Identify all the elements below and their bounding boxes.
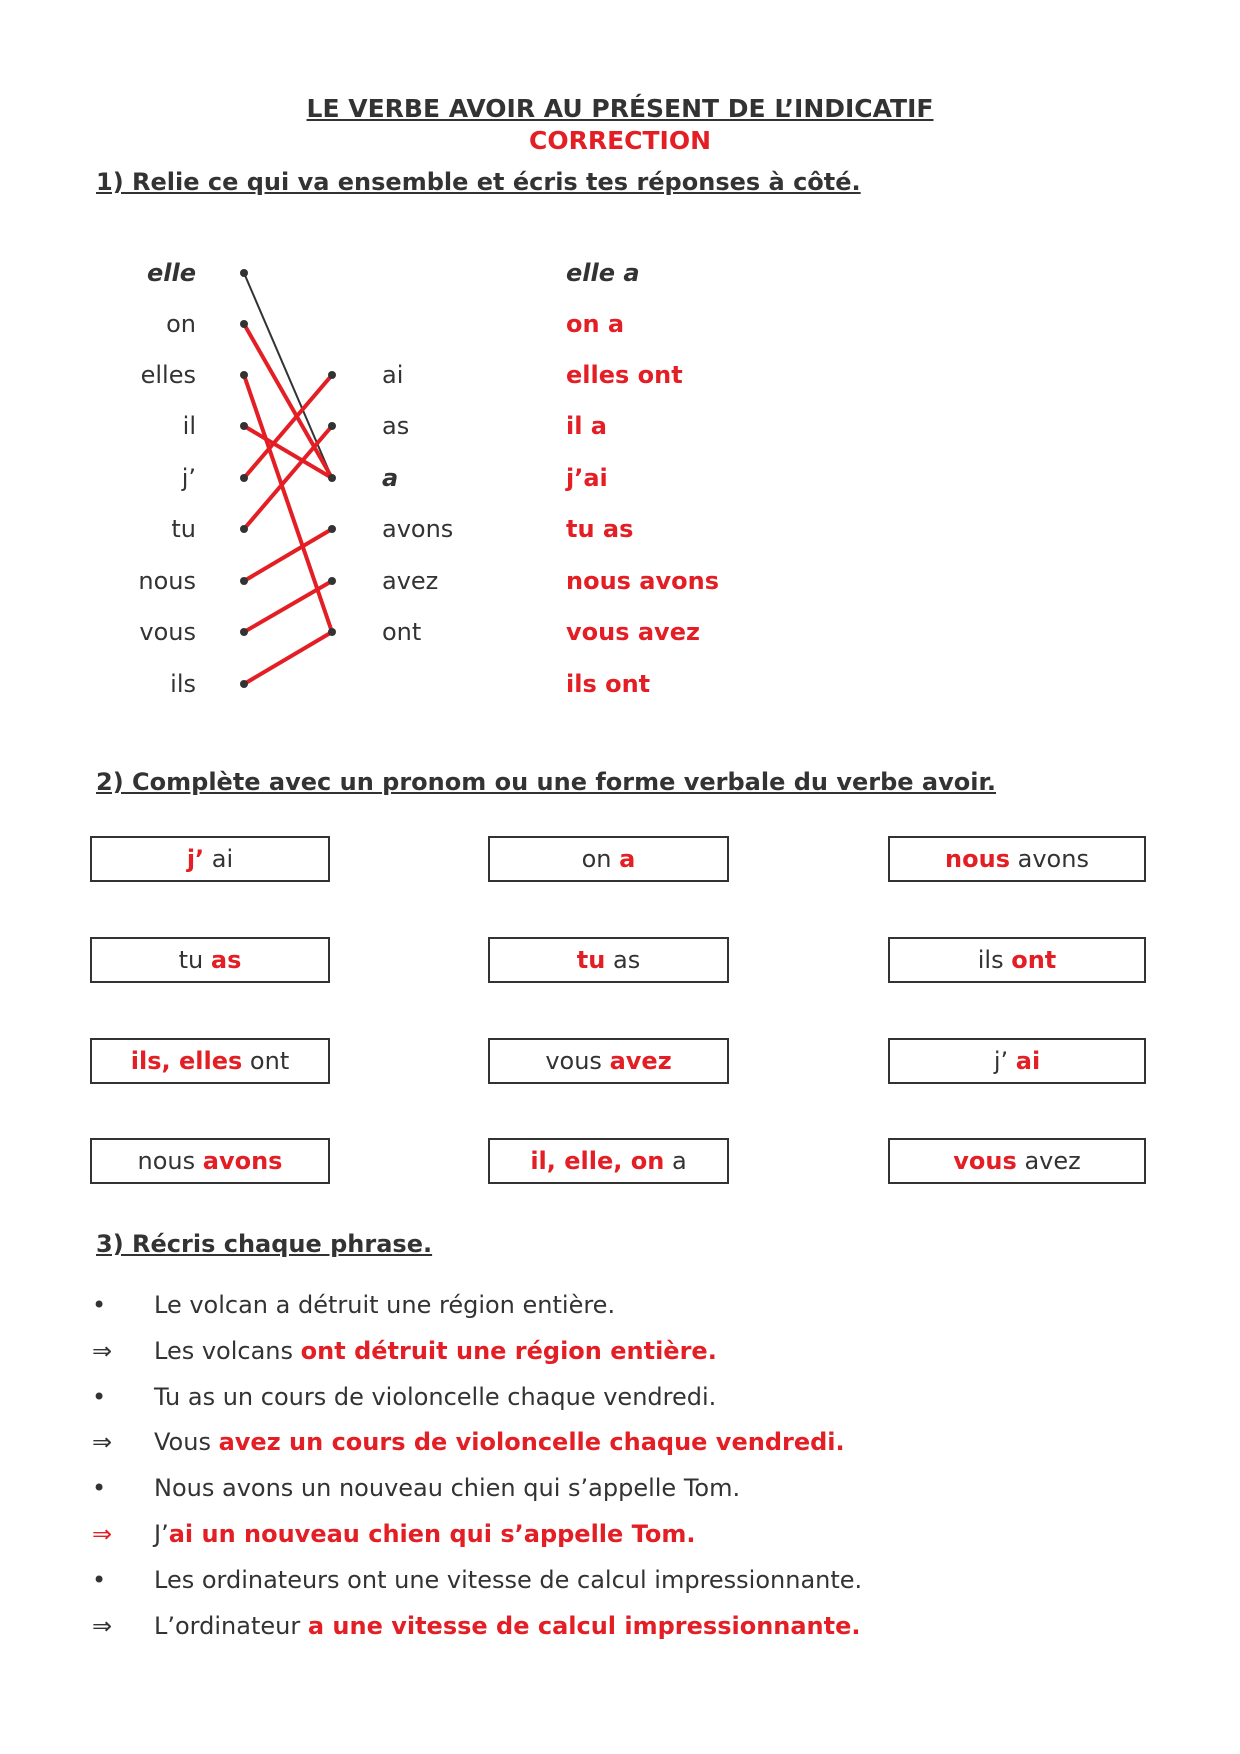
box-answer: ils, elles [130,1047,243,1075]
box-answer: nous [945,845,1010,873]
box-given: ai [211,845,234,873]
rewrite-start: Les volcans [154,1337,294,1365]
answer-box[interactable] [488,836,729,882]
pronoun-dot[interactable] [240,628,248,636]
bullet-icon: • [92,1291,107,1319]
arrow-icon: ⇒ [92,1428,113,1456]
answer-box[interactable] [888,1038,1146,1084]
answer-vous-avez: vous avez [566,618,700,646]
pronoun-il: il [182,412,196,440]
verb-dot[interactable] [328,628,336,636]
bullet-icon: • [92,1383,107,1411]
bullet-icon: • [92,1566,107,1594]
pronoun-elles: elles [140,361,196,389]
link-line [244,632,332,684]
answer-tu-as: tu as [566,515,634,543]
box-given: nous [137,1147,196,1175]
pronoun-dot[interactable] [240,680,248,688]
pronoun-je: j’ [181,464,196,492]
box-given: tu [178,946,204,974]
answer-box[interactable] [888,937,1146,983]
original-sentence: Le volcan a détruit une région entière. [154,1291,616,1319]
box-given: j’ [993,1047,1009,1075]
answer-ils-ont: ils ont [566,670,651,698]
box-answer: ont [1011,946,1057,974]
answer-box[interactable] [90,1038,330,1084]
answer-on-a: on a [566,310,625,338]
verb-avez: avez [382,567,439,595]
pronoun-dot[interactable] [240,577,248,585]
answer-box[interactable] [488,937,729,983]
box-answer: j’ [186,845,205,873]
answer-box[interactable] [888,836,1146,882]
answer-nous-avons: nous avons [566,567,719,595]
pronoun-elle: elle [146,259,196,287]
box-answer: ai [1015,1047,1041,1075]
verb-dot[interactable] [328,525,336,533]
box-answer: avez [609,1047,672,1075]
answer-box[interactable] [90,836,330,882]
box-answer: tu [576,946,606,974]
original-sentence: Les ordinateurs ont une vitesse de calcul impressionnante. [154,1566,863,1594]
pronoun-dot[interactable] [240,422,248,430]
rewrite-answer: avez un cours de violoncelle chaque vendredi. [218,1428,845,1456]
pronoun-dot[interactable] [240,525,248,533]
link-line [244,581,332,632]
box-given: ils [977,946,1004,974]
pronoun-on: on [166,310,196,338]
pronoun-dot[interactable] [240,320,248,328]
pronoun-tu: tu [171,515,196,543]
box-given: avons [1017,845,1089,873]
pronoun-dot[interactable] [240,474,248,482]
arrow-icon: ⇒ [92,1612,113,1640]
exercise-3-heading: 3) Récris chaque phrase. [96,1230,433,1258]
box-given: ont [249,1047,290,1075]
answer-box[interactable] [888,1138,1146,1184]
link-line [244,375,332,632]
pronoun-dot[interactable] [240,371,248,379]
link-line [244,324,332,478]
box-given: a [671,1147,687,1175]
pronoun-dot[interactable] [240,269,248,277]
worksheet-subtitle: CORRECTION [528,126,712,155]
matching-lines [0,0,1240,760]
rewrite-answer: ont détruit une région entière. [300,1337,717,1365]
original-sentence: Tu as un cours de violoncelle chaque vendredi. [154,1383,717,1411]
box-answer: a [619,845,636,873]
rewrite-start: J’ [154,1520,169,1548]
verb-dot[interactable] [328,577,336,585]
arrow-icon: ⇒ [92,1520,113,1548]
verb-dot[interactable] [328,371,336,379]
link-line [244,529,332,581]
verb-a: a [382,464,399,492]
box-given: avez [1024,1147,1081,1175]
rewrite-answer: a une vitesse de calcul impressionnante. [307,1612,861,1640]
original-sentence: Nous avons un nouveau chien qui s’appelle Tom. [154,1474,741,1502]
verb-avons: avons [382,515,454,543]
answer-box[interactable] [488,1038,729,1084]
verb-as: as [382,412,410,440]
verb-dot[interactable] [328,474,336,482]
pronoun-vous: vous [139,618,196,646]
pronoun-ils: ils [170,670,196,698]
link-line [244,273,332,478]
pronoun-nous: nous [138,567,196,595]
answer-box[interactable] [488,1138,729,1184]
answer-elles-ont: elles ont [566,361,683,389]
verb-ont: ont [382,618,422,646]
exercise-2-heading: 2) Complète avec un pronom ou une forme verbale du verbe avoir. [96,768,996,796]
rewrite-answer: ai un nouveau chien qui s’appelle Tom. [168,1520,696,1548]
rewrite-start: L’ordinateur [154,1612,301,1640]
box-answer: as [210,946,242,974]
answer-box[interactable] [90,937,330,983]
box-given: vous [545,1047,602,1075]
box-answer: avons [202,1147,283,1175]
rewrite-start: Vous [154,1428,211,1456]
answer-il-a: il a [566,412,608,440]
link-line [244,375,332,478]
box-answer: il, elle, on [530,1147,665,1175]
arrow-icon: ⇒ [92,1337,113,1365]
answer-jai: j’ai [566,464,608,492]
exercise-1-heading: 1) Relie ce qui va ensemble et écris tes réponses à côté. [96,168,861,196]
bullet-icon: • [92,1474,107,1502]
answer-box[interactable] [90,1138,330,1184]
box-answer: vous [953,1147,1017,1175]
link-line [244,426,332,529]
verb-ai: ai [382,361,404,389]
box-given: on [581,845,612,873]
box-given: as [612,946,641,974]
answer-elle-a: elle a [566,259,640,287]
verb-dot[interactable] [328,422,336,430]
worksheet-title: LE VERBE AVOIR AU PRÉSENT DE L’INDICATIF [306,94,934,123]
